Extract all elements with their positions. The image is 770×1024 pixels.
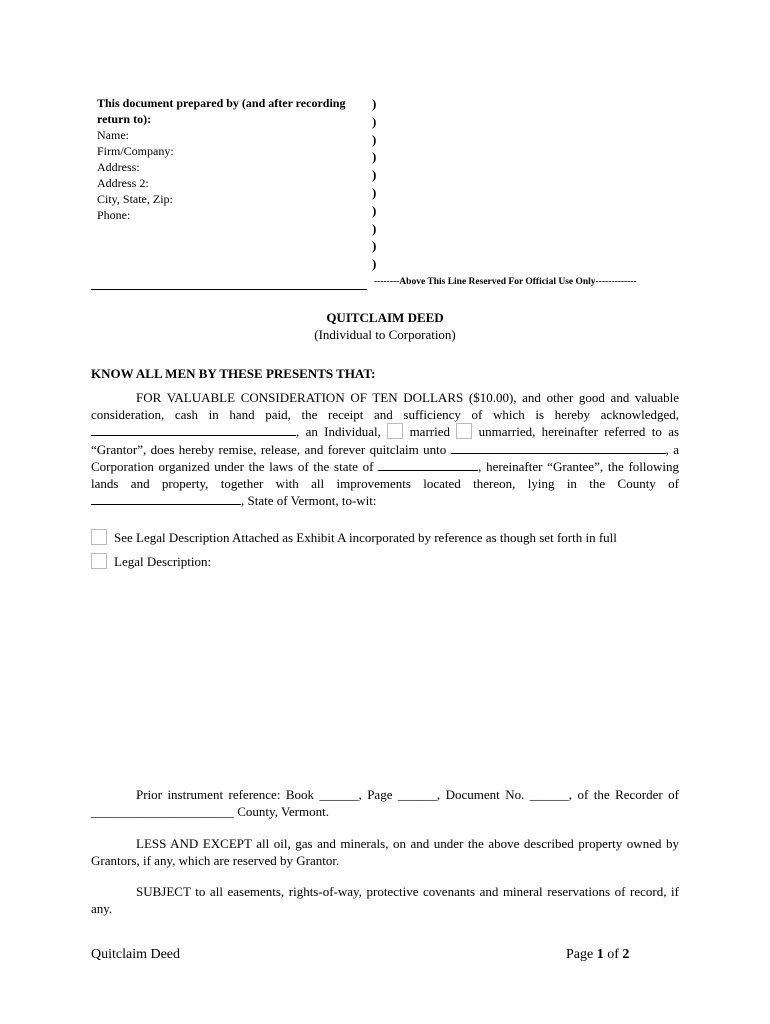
document-title-block [0, 309, 770, 343]
prior-instrument-paragraph [91, 787, 679, 820]
document-subtitle: (Individual to Corporation) [314, 327, 456, 342]
married-checkbox[interactable] [387, 423, 403, 439]
unmarried-label: unmarried, hereinafter referred to as [478, 424, 680, 439]
consideration-text-1: FOR VALUABLE CONSIDERATION OF TEN DOLLARS ($10.00), and other good and valuable consideration, cash in hand paid, the receipt and sufficiency of which is hereby acknowledged, [91, 390, 679, 422]
of-label: of [607, 947, 619, 962]
paren: ) [372, 131, 377, 147]
paren: ) [372, 96, 377, 111]
subject-to-paragraph [91, 884, 679, 917]
paren: ) [372, 113, 377, 129]
legal-description-checkbox[interactable] [91, 553, 107, 569]
footer-page-number [566, 947, 629, 963]
unmarried-checkbox[interactable] [456, 423, 472, 439]
grantee-state-field[interactable] [378, 458, 478, 471]
preparer-phone-label: Phone: [97, 208, 131, 222]
less-except-paragraph [91, 836, 679, 869]
preparer-address-label: Address: [97, 160, 140, 174]
legal-description-option [91, 553, 211, 570]
page-label: Page [566, 947, 594, 962]
paren: ) [372, 256, 377, 272]
consideration-paragraph [91, 390, 679, 510]
consideration-text-7: , State of Vermont, to-wit: [241, 493, 377, 508]
grantor-name-field[interactable] [91, 423, 296, 436]
preparer-city-label: City, State, Zip: [97, 192, 173, 206]
paren: ) [372, 184, 377, 200]
paren: ) [372, 202, 377, 218]
consideration-text-6: , hereinafter “Grantee”, the following lands and property, together with all improvements located thereon, lying in the County of [91, 459, 680, 491]
preparer-block [97, 95, 367, 223]
subject-to-text: SUBJECT to all easements, rights-of-way, protective covenants and mineral reservations of record, if any. [91, 884, 679, 916]
consideration-text-3: “Grantor”, does hereby remise, release, and forever quitclaim unto [91, 441, 447, 457]
preparer-address2-label: Address 2: [97, 176, 149, 190]
prior-instrument-text-2: ______________________ County, Vermont. [91, 803, 329, 819]
consideration-text-5: a Corporation organized under the laws of the state of [91, 441, 680, 474]
reserved-notice: --------Above This Line Reserved For Official Use Only------------- [374, 277, 637, 287]
grantee-name-field[interactable] [451, 441, 666, 454]
exhibit-option [91, 529, 617, 546]
exhibit-label: See Legal Description Attached as Exhibit A incorporated by reference as though set forth in full [114, 530, 617, 545]
know-all-heading: KNOW ALL MEN BY THESE PRESENTS THAT: [91, 366, 376, 381]
county-field[interactable] [91, 492, 241, 505]
consideration-text-4: , [665, 441, 669, 457]
paren: ) [372, 220, 377, 236]
exhibit-checkbox[interactable] [91, 529, 107, 545]
paren: ) [372, 238, 377, 254]
preparer-name-label: Name: [97, 128, 129, 142]
less-except-text: LESS AND EXCEPT all oil, gas and minerals, on and under the above described property owned by Grantors, if any, which are reserved by Grantor. [91, 836, 679, 868]
paren: ) [372, 149, 377, 165]
total-pages: 2 [622, 947, 630, 962]
document-title: QUITCLAIM DEED [326, 310, 444, 325]
prior-instrument-text-1: Prior instrument reference: Book ______, Page ______, Document No. ______, of the Recorder of [136, 787, 679, 802]
paren-column [372, 95, 376, 273]
consideration-text-2: , an Individual, [296, 424, 381, 439]
married-label: married [409, 424, 450, 439]
legal-description-label: Legal Description: [114, 554, 212, 569]
preparer-heading: This document prepared by (and after recording return to): [97, 96, 346, 126]
footer-document-name: Quitclaim Deed [91, 947, 181, 962]
recording-divider-line [91, 289, 367, 290]
current-page: 1 [596, 947, 604, 962]
preparer-firm-label: Firm/Company: [97, 144, 174, 158]
paren: ) [372, 167, 377, 183]
